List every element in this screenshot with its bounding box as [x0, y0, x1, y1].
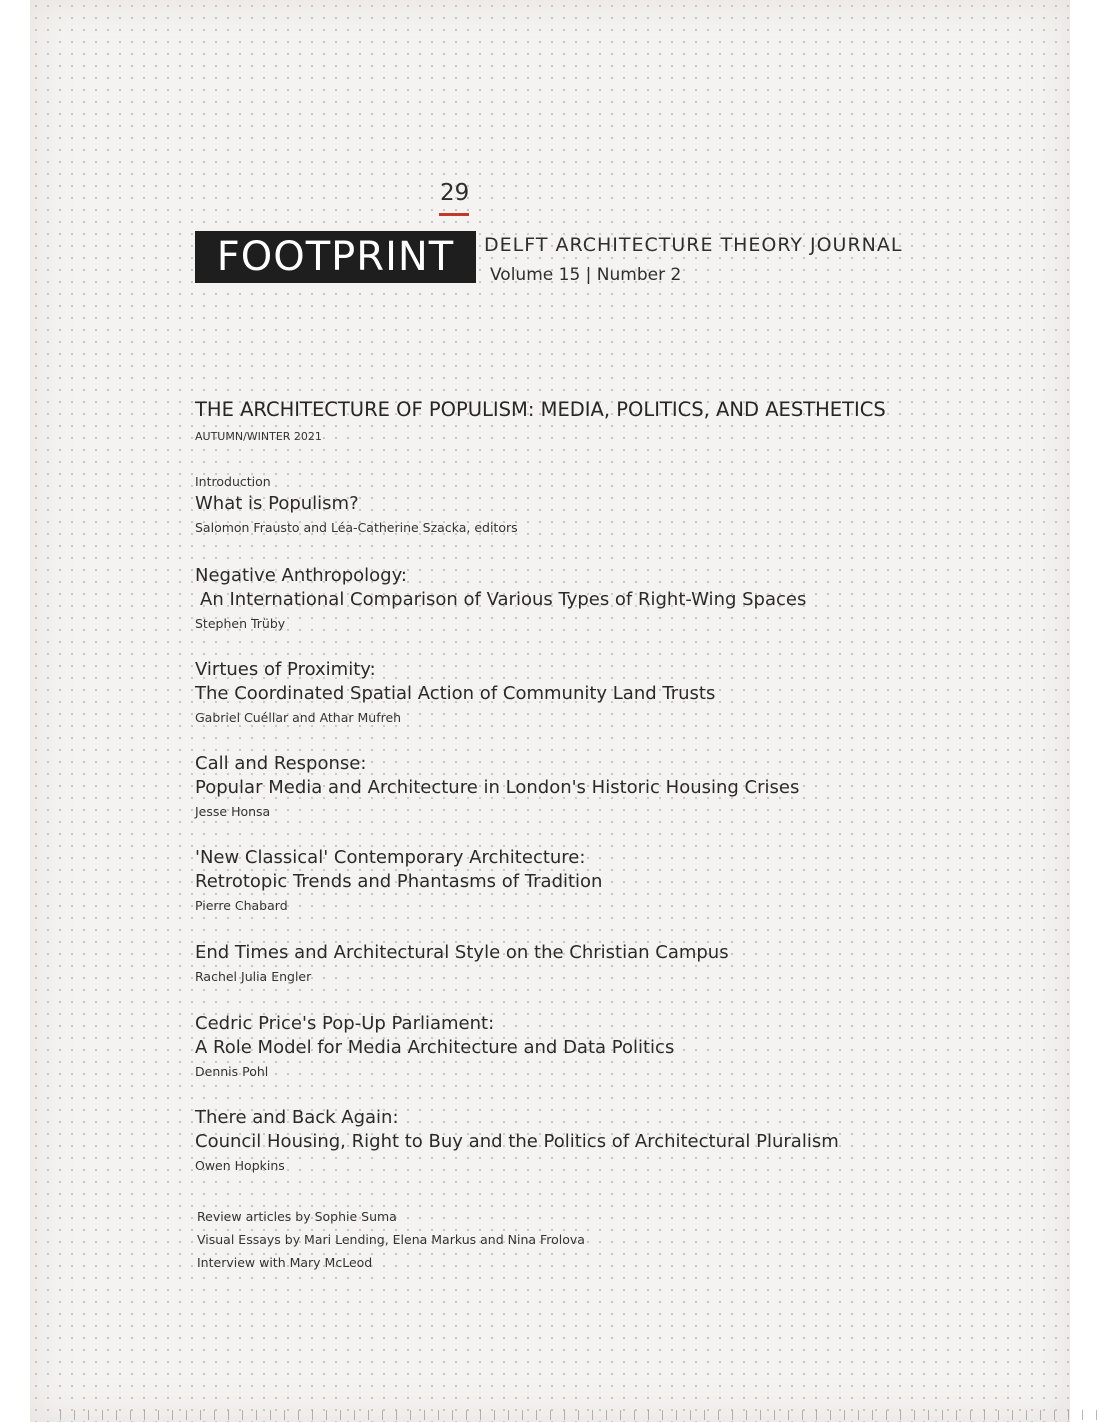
toc-entry: [195, 474, 518, 535]
additional-contents: [197, 1205, 585, 1274]
entry-subtitle: Popular Media and Architecture in London's Historic Housing Crises: [195, 777, 800, 798]
toc-entry: [195, 658, 715, 725]
entry-title: There and Back Again:: [195, 1107, 399, 1128]
toc-entry: [195, 1106, 839, 1173]
toc-entry: [195, 846, 602, 913]
entry-title: Cedric Price's Pop-Up Parliament:: [195, 1013, 495, 1034]
entry-subtitle: A Role Model for Media Architecture and Data Politics: [195, 1037, 675, 1058]
entry-authors: Owen Hopkins: [195, 1158, 285, 1173]
toc-entry: [195, 1012, 674, 1079]
entry-authors: Pierre Chabard: [195, 898, 288, 913]
issue-number: 29: [440, 180, 470, 206]
entry-authors: Stephen Trüby: [195, 616, 286, 631]
extra-item: Visual Essays by Mari Lending, Elena Markus and Nina Frolova: [197, 1232, 585, 1247]
entry-title: Negative Anthropology:: [195, 565, 407, 586]
toc-entry: [195, 564, 806, 631]
journal-logo: FOOTPRINT: [195, 231, 476, 283]
volume-number: Volume 15 | Number 2: [490, 265, 682, 285]
entry-subtitle: The Coordinated Spatial Action of Community Land Trusts: [195, 683, 716, 704]
page-edge-ticks: [60, 1410, 1100, 1420]
entry-title: 'New Classical' Contemporary Architecture:: [195, 847, 586, 868]
theme-title: THE ARCHITECTURE OF POPULISM: MEDIA, POLITICS, AND AESTHETICS: [195, 398, 886, 421]
entry-title: What is Populism?: [195, 493, 359, 514]
entry-subtitle: Council Housing, Right to Buy and the Politics of Architectural Pluralism: [195, 1131, 839, 1152]
entry-title: Call and Response:: [195, 753, 367, 774]
theme-season: AUTUMN/WINTER 2021: [195, 430, 322, 443]
entry-authors: Jesse Honsa: [195, 804, 271, 819]
entry-label: Introduction: [195, 474, 271, 489]
journal-name: DELFT ARCHITECTURE THEORY JOURNAL: [484, 234, 903, 256]
entry-authors: Rachel Julia Engler: [195, 969, 312, 984]
extra-item: Interview with Mary McLeod: [197, 1255, 373, 1270]
entry-title: End Times and Architectural Style on the Christian Campus: [195, 942, 729, 963]
issue-underline: [439, 213, 469, 216]
entry-subtitle: Retrotopic Trends and Phantasms of Tradition: [195, 871, 603, 892]
entry-authors: Dennis Pohl: [195, 1064, 269, 1079]
toc-entry: [195, 752, 799, 819]
entry-authors: Gabriel Cuéllar and Athar Mufreh: [195, 710, 402, 725]
entry-title: Virtues of Proximity:: [195, 659, 376, 680]
toc-entry: [195, 941, 729, 984]
entry-authors: Salomon Frausto and Léa-Catherine Szacka, editors: [195, 520, 518, 535]
extra-item: Review articles by Sophie Suma: [197, 1209, 397, 1224]
entry-subtitle: An International Comparison of Various Types of Right-Wing Spaces: [200, 589, 807, 610]
